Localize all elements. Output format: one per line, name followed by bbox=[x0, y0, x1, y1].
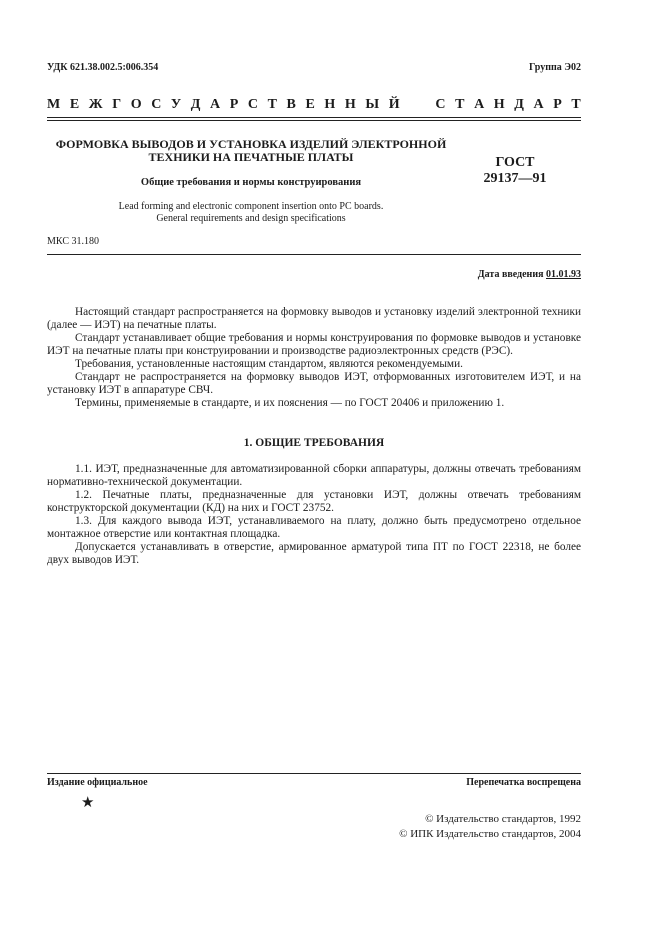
section-paragraph: 1.2. Печатные платы, предназначенные для установки ИЭТ, должны отвечать требованиям конструкторской документации (КД) на них и ГОСТ 23752. bbox=[47, 489, 581, 514]
banner-letter: Й bbox=[388, 97, 400, 112]
section-paragraph: Допускается устанавливать в отверстие, армированное арматурой типа ПТ по ГОСТ 22318, не более двух выводов ИЭТ. bbox=[47, 541, 581, 566]
banner-letter: Н bbox=[493, 97, 505, 112]
title-line-1: ФОРМОВКА ВЫВОДОВ И УСТАНОВКА ИЗДЕЛИЙ ЭЛЕКТРОННОЙ bbox=[55, 137, 447, 151]
banner-letter: Д bbox=[190, 97, 201, 112]
banner-letter: М bbox=[47, 97, 61, 112]
intro-date-label: Дата введения bbox=[477, 269, 544, 280]
intro-date bbox=[478, 269, 581, 280]
gost-designation bbox=[470, 155, 560, 187]
gost-label: ГОСТ bbox=[495, 155, 535, 170]
banner-letter: Т bbox=[455, 97, 465, 112]
section-text bbox=[47, 463, 581, 567]
intro-paragraph: Требования, установленные настоящим стандартом, являются рекомендуемыми. bbox=[75, 358, 463, 370]
section-heading: 1. ОБЩИЕ ТРЕБОВАНИЯ bbox=[243, 437, 385, 449]
english-title-line-1: Lead forming and electronic component insertion onto PC boards. bbox=[118, 201, 384, 212]
footer-rule bbox=[47, 773, 581, 774]
reprint-notice: Перепечатка воспрещена bbox=[466, 777, 581, 788]
banner-letter: Р bbox=[553, 97, 562, 112]
banner-letter: Т bbox=[267, 97, 277, 112]
official-edition: Издание официальное bbox=[47, 777, 148, 788]
udk-code: УДК 621.38.002.5:006.354 bbox=[47, 62, 159, 73]
banner-letter: Т bbox=[571, 97, 581, 112]
banner-letter: Е bbox=[69, 97, 80, 112]
banner-letter: У bbox=[170, 97, 182, 112]
banner-letter: Н bbox=[324, 97, 336, 112]
interstate-standard-banner bbox=[47, 97, 581, 113]
banner-letter: В bbox=[286, 97, 296, 112]
header-rule-bottom bbox=[47, 120, 581, 121]
banner-letter bbox=[409, 97, 413, 113]
group-code: Группа Э02 bbox=[529, 62, 581, 73]
banner-letter: Е bbox=[305, 97, 315, 112]
banner-letter: А bbox=[533, 97, 544, 112]
banner-letter: Ы bbox=[365, 97, 380, 112]
banner-letter: А bbox=[210, 97, 221, 112]
intro-date-value: 01.01.93 bbox=[546, 269, 581, 280]
english-title-line-2: General requirements and design specifications bbox=[156, 213, 346, 224]
gost-number: 29137—91 bbox=[483, 171, 547, 186]
document-title bbox=[47, 138, 455, 164]
copyright-2004: © ИПК Издательство стандартов, 2004 bbox=[399, 828, 581, 840]
section-paragraph: 1.3. Для каждого вывода ИЭТ, устанавливаемого на плату, должно быть предусмотрено отдельное монтажное отверстие или контактная площадка. bbox=[47, 515, 581, 540]
banner-letter: А bbox=[474, 97, 485, 112]
banner-letter: Д bbox=[514, 97, 524, 112]
banner-letter: С bbox=[435, 97, 446, 112]
document-subtitle: Общие требования и нормы конструирования bbox=[140, 177, 362, 188]
intro-paragraph: Термины, применяемые в стандарте, и их пояснения — по ГОСТ 20406 и приложению 1. bbox=[75, 397, 505, 409]
intro-paragraph: Стандарт устанавливает общие требования и нормы конструирования по формовке выводов и установке ИЭТ на печатные платы при конструировании и производстве радиоэлектронных средств (РЭС). bbox=[47, 332, 581, 357]
banner-letter: О bbox=[130, 97, 142, 112]
banner-letter: Ж bbox=[88, 97, 103, 112]
copyright-1992: © Издательство стандартов, 1992 bbox=[425, 813, 581, 825]
banner-letter: С bbox=[247, 97, 259, 112]
mks-code: МКС 31.180 bbox=[47, 236, 99, 247]
banner-letter: Р bbox=[229, 97, 239, 112]
banner-letter: Г bbox=[112, 97, 122, 112]
title-line-2: ТЕХНИКИ НА ПЕЧАТНЫЕ ПЛАТЫ bbox=[148, 150, 354, 164]
star-icon: ★ bbox=[81, 795, 95, 811]
intro-text bbox=[47, 306, 581, 410]
banner-letter: Н bbox=[344, 97, 356, 112]
banner-letter: С bbox=[151, 97, 162, 112]
section-paragraph: 1.1. ИЭТ, предназначенные для автоматизированной сборки аппаратуры, должны отвечать требованиям нормативно-технической документации. bbox=[47, 463, 581, 488]
intro-paragraph: Стандарт не распространяется на формовку выводов ИЭТ, отформованных изготовителем ИЭТ, и на установку ИЭТ в аппаратуре СВЧ. bbox=[47, 371, 581, 396]
intro-paragraph: Настоящий стандарт распространяется на формовку выводов и установку изделий электронной техники (далее — ИЭТ) на печатные платы. bbox=[47, 306, 581, 331]
header-rule-top bbox=[47, 117, 581, 118]
banner-letter bbox=[422, 97, 426, 113]
mks-rule bbox=[47, 254, 581, 255]
english-title bbox=[47, 201, 455, 225]
